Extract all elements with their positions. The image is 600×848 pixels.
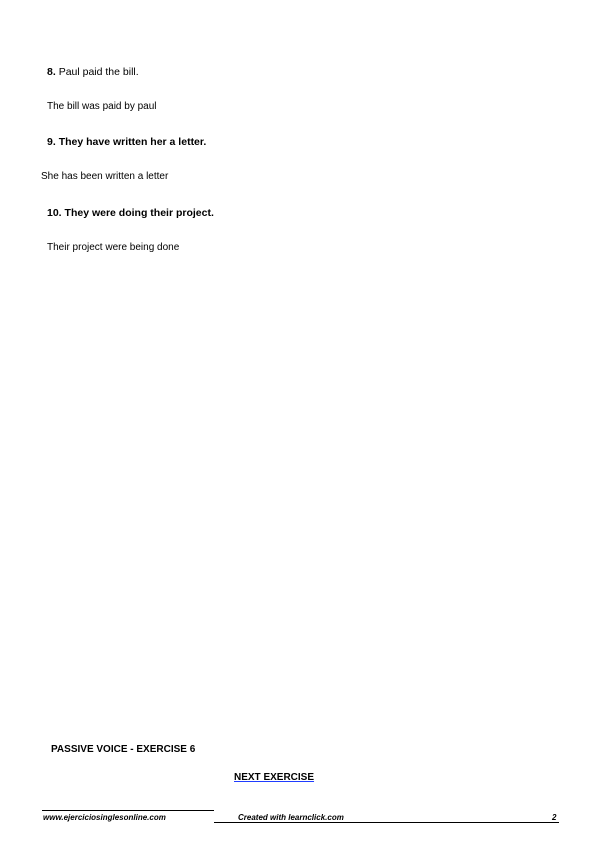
- page-number: 2: [552, 813, 557, 822]
- question-9: [47, 136, 206, 148]
- answer-9: She has been written a letter: [41, 171, 169, 182]
- answer-10: Their project were being done: [47, 242, 180, 253]
- next-exercise-link[interactable]: NEXT EXERCISE: [234, 772, 315, 783]
- credit-text: Created with learnclick.com: [238, 813, 344, 822]
- question-text: They have written her a letter.: [58, 136, 207, 148]
- question-number: 10.: [47, 207, 62, 219]
- footer-divider: [42, 810, 214, 811]
- question-text: Paul paid the bill.: [58, 66, 139, 78]
- question-10: [47, 207, 214, 219]
- question-number: 8.: [47, 66, 56, 78]
- site-url: www.ejerciciosinglesonline.com: [43, 813, 166, 822]
- question-number: 9.: [47, 136, 56, 148]
- question-text: They were doing their project.: [64, 207, 214, 219]
- footer-divider: [214, 822, 559, 823]
- question-8: [47, 66, 139, 78]
- answer-8: The bill was paid by paul: [47, 101, 157, 112]
- exercise-title: PASSIVE VOICE - EXERCISE 6: [51, 744, 196, 755]
